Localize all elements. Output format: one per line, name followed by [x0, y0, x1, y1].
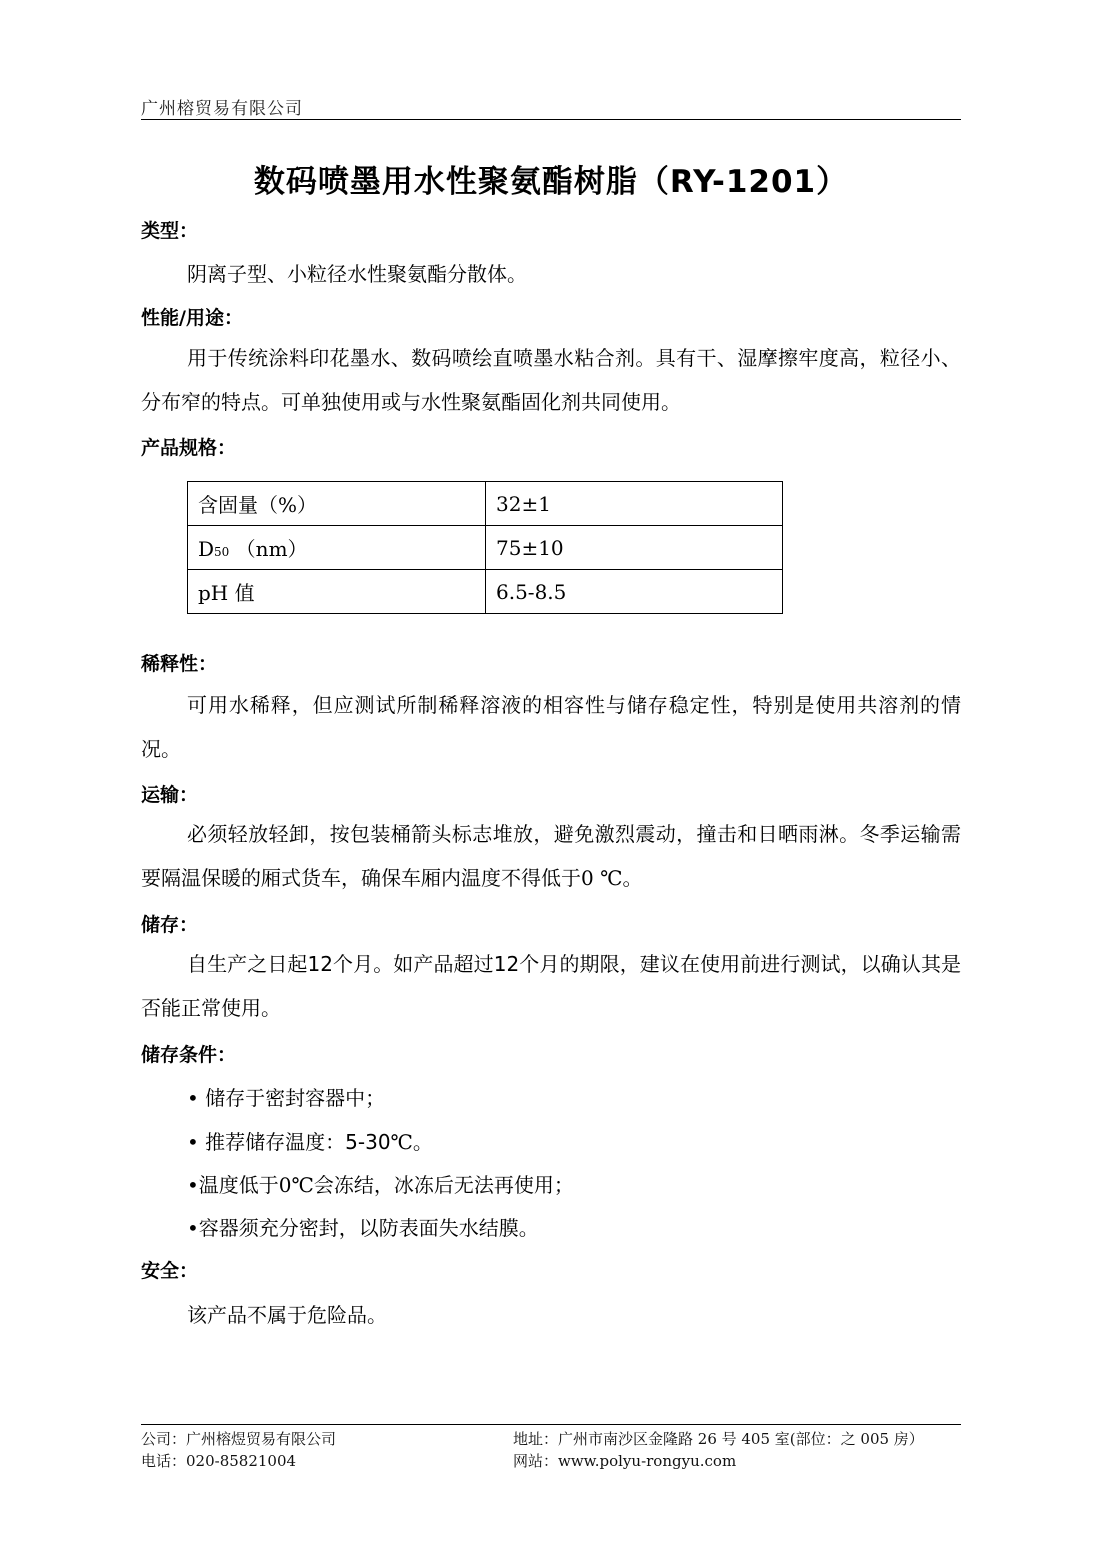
dilution-text: 可用水稀释，但应测试所制稀释溶液的相容性与储存稳定性，特别是使用共溶剂的情况。 [141, 693, 961, 761]
spec-value: 75±10 [486, 526, 783, 570]
spec-label: 含固量（%） [188, 482, 486, 526]
spec-value: 32±1 [486, 482, 783, 526]
heading-usage: 性能/用途： [141, 307, 243, 329]
storage-text-c: 个月的期限，建议在使用前进行测试，以确认其是否能正常使用。 [141, 952, 962, 1020]
table-row [188, 482, 783, 526]
heading-type: 类型： [141, 220, 199, 242]
spec-table [187, 481, 783, 614]
storage-num-b: 12 [493, 952, 520, 976]
header-company: 广州榕贸易有限公司 [141, 99, 303, 119]
footer-address: 地址：广州市南沙区金隆路 26 号 405 室(部位：之 005 房） [513, 1430, 924, 1448]
condition-item-unit: ℃。 [390, 1130, 433, 1154]
storage-text-b: 个月。如产品超过 [332, 952, 494, 976]
condition-item-text: • 推荐储存温度： [187, 1130, 346, 1154]
spec-label: pH 值 [188, 570, 486, 614]
spec-label-main: D [198, 537, 215, 561]
storage-text-a: 自生产之日起 [187, 952, 308, 976]
condition-item [187, 1126, 433, 1155]
spec-label-subscript: 50 [214, 545, 230, 559]
spec-value: 6.5-8.5 [486, 570, 783, 614]
heading-spec: 产品规格： [141, 437, 237, 459]
header-rule [141, 119, 961, 120]
spec-label-unit: （nm） [229, 537, 308, 561]
heading-storage: 储存： [141, 914, 199, 936]
safety-text: 该产品不属于危险品。 [187, 1303, 387, 1327]
condition-item-range: 5-30 [345, 1130, 391, 1154]
footer-phone: 电话：020-85821004 [141, 1452, 297, 1470]
condition-item: • 储存于密封容器中； [187, 1086, 386, 1110]
heading-safety: 安全： [141, 1260, 199, 1282]
condition-item: •容器须充分密封，以防表面失水结膜。 [187, 1216, 539, 1240]
heading-dilution: 稀释性： [141, 653, 218, 675]
footer-company: 公司：广州榕煜贸易有限公司 [141, 1430, 337, 1448]
spec-label [188, 526, 486, 570]
transport-text: 必须轻放轻卸，按包装桶箭头标志堆放，避免激烈震动，撞击和日晒雨淋。冬季运输需要隔温保暖的厢式货车，确保车厢内温度不得低于0 ℃。 [141, 822, 961, 890]
heading-transport: 运输： [141, 784, 199, 806]
table-row [188, 526, 783, 570]
document-title: 数码喷墨用水性聚氨酯树脂（RY-1201） [253, 164, 849, 200]
storage-text [141, 942, 961, 1030]
condition-item: •温度低于0℃会冻结，冰冻后无法再使用； [187, 1173, 574, 1197]
type-text: 阴离子型、小粒径水性聚氨酯分散体。 [187, 262, 527, 286]
heading-conditions: 储存条件： [141, 1044, 237, 1066]
storage-num-a: 12 [307, 952, 333, 976]
table-row [188, 570, 783, 614]
usage-text: 用于传统涂料印花墨水、数码喷绘直喷墨水粘合剂。具有干、湿摩擦牢度高，粒径小、分布窄的特点。可单独使用或与水性聚氨酯固化剂共同使用。 [141, 346, 961, 414]
footer-website: 网站：www.polyu-rongyu.com [513, 1452, 737, 1470]
footer-rule [141, 1424, 961, 1425]
